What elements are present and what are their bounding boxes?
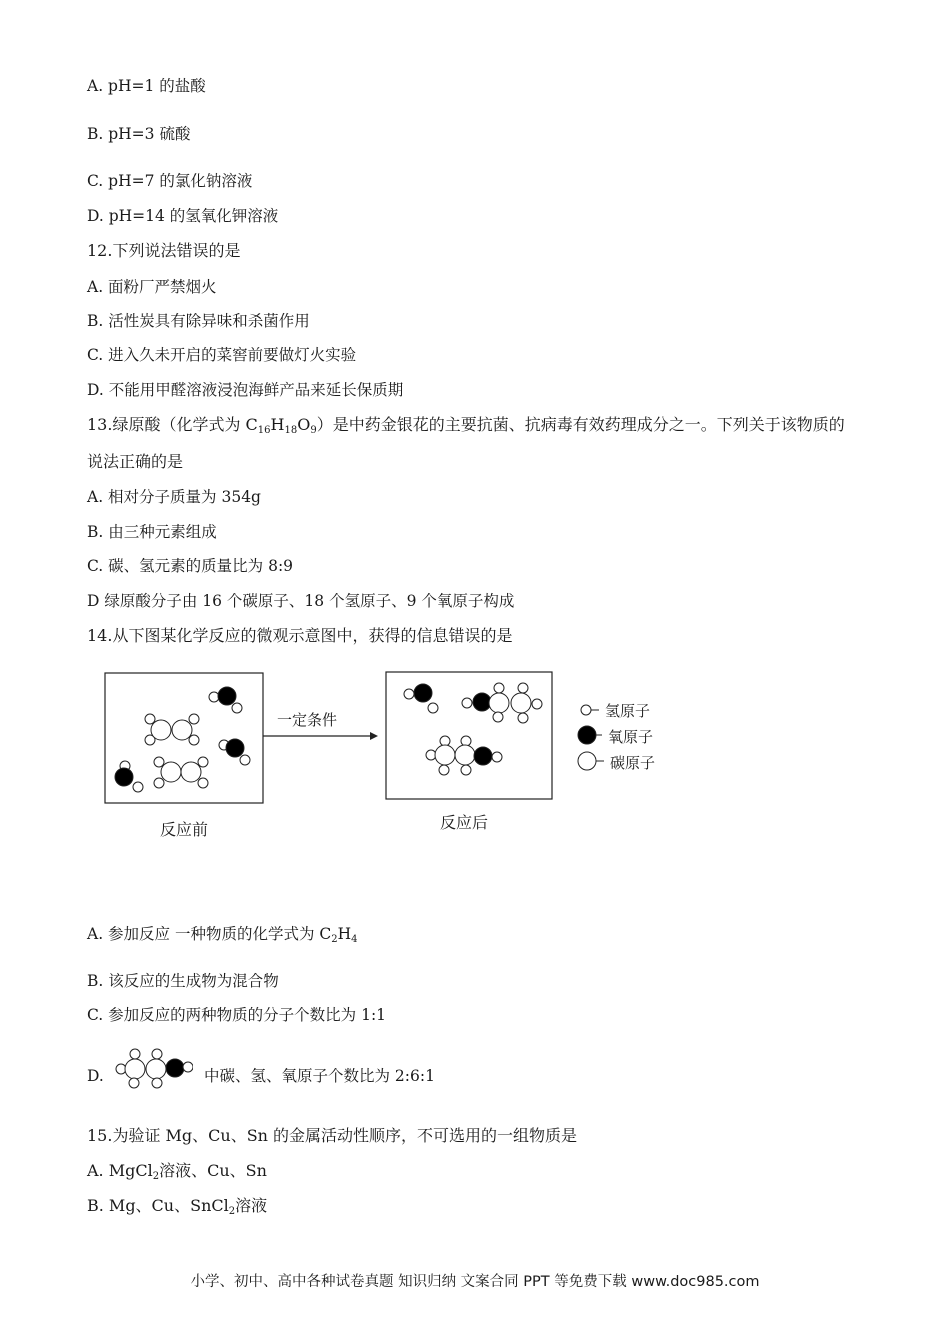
q14-option-a: A. 参加反应 一种物质的化学式为 $C_2H_4$ <box>87 925 358 945</box>
oxygen-atom-icon <box>578 726 596 744</box>
arrow-condition-label: 一定条件 <box>277 711 338 729</box>
q15-option-b: B. Mg、Cu、SnCl$_2$溶液 <box>87 1196 268 1217</box>
q15-stem: 15.为验证 Mg、Cu、Sn 的金属活动性顺序，不可选用的一组物质是 <box>87 1126 578 1145</box>
legend-oxygen-label: 氧原子 <box>608 728 654 746</box>
legend-hydrogen-label: 氢原子 <box>605 702 651 720</box>
q12-stem: 12.下列说法错误的是 <box>87 241 241 260</box>
q11-option-b: B. pH=3 硫酸 <box>87 125 191 143</box>
q12-option-a: A. 面粉厂严禁烟火 <box>87 278 217 296</box>
q14-stem: 14.从下图某化学反应的微观示意图中，获得的信息错误的是 <box>87 626 513 645</box>
before-label: 反应前 <box>160 820 209 839</box>
q15-option-a: A. MgCl$_2$溶液、Cu、Sn <box>87 1161 267 1182</box>
q13-option-b: B. 由三种元素组成 <box>87 523 217 541</box>
q12-option-c: C. 进入久未开启的菜窖前要做灯火实验 <box>87 346 357 364</box>
q14-option-b: B. 该反应的生成物为混合物 <box>87 972 279 990</box>
q11-option-c: C. pH=7 的氯化钠溶液 <box>87 172 253 190</box>
q13-option-d: D 绿原酸分子由 16 个碳原子、18 个氢原子、9 个氧原子构成 <box>87 592 515 610</box>
page-footer: 小学、初中、高中各种试卷真题 知识归纳 文案合同 PPT 等免费下载 www.doc985.com <box>190 1274 760 1290</box>
q12-option-b: B. 活性炭具有除异味和杀菌作用 <box>87 312 310 330</box>
q14-option-d-text: 中碳、氢、氧原子个数比为 2:6:1 <box>204 1067 435 1085</box>
hydrogen-atom-icon <box>581 705 591 715</box>
q11-option-d: D. pH=14 的氢氧化钾溶液 <box>87 207 279 225</box>
q11-option-a: A. pH=1 的盐酸 <box>87 77 206 95</box>
legend <box>578 705 604 770</box>
ethanol-molecule <box>113 1043 193 1093</box>
q13-stem-continued: 说法正确的是 <box>87 452 184 471</box>
carbon-atom-icon <box>578 752 596 770</box>
q12-option-d: D. 不能用甲醛溶液浸泡海鲜产品来延长保质期 <box>87 381 404 399</box>
after-label: 反应后 <box>440 813 489 832</box>
q14-option-d-label: D. <box>87 1067 104 1085</box>
legend-carbon-label: 碳原子 <box>610 754 656 772</box>
q13-option-a: A. 相对分子质量为 354g <box>87 488 261 506</box>
q14-option-c: C. 参加反应的两种物质的分子个数比为 1:1 <box>87 1006 387 1024</box>
q13-stem: 13.绿原酸（化学式为 $C_{16}H_{18}O_9$）是中药金银花的主要抗菌、抗病毒有效药理成分之一。下列关于该物质的 <box>87 415 845 436</box>
q13-option-c: C. 碳、氢元素的质量比为 8:9 <box>87 557 294 575</box>
